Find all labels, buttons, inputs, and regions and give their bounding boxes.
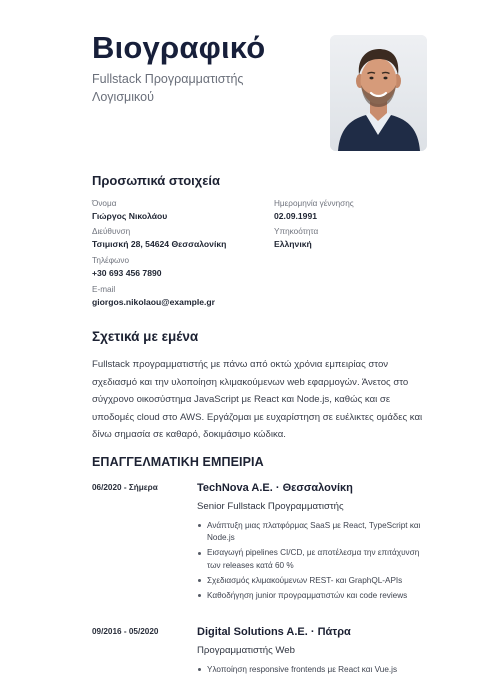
email-label: E-mail	[92, 285, 116, 294]
profile-photo	[330, 35, 427, 151]
address-label: Διεύθυνση	[92, 227, 131, 236]
email-value: giorgos.nikolaou@example.gr	[92, 297, 215, 307]
job-company: Digital Solutions A.E. · Πάτρα	[197, 626, 351, 638]
job-company: TechNova A.E. · Θεσσαλονίκη	[197, 482, 353, 494]
job-role: Προγραμματιστής Web	[197, 645, 295, 656]
birthdate-label: Ημερομηνία γέννησης	[274, 199, 354, 208]
experience-heading: ΕΠΑΓΓΕΛΜΑΤΙΚΗ ΕΜΠΕΙΡΙΑ	[92, 455, 264, 469]
page-title: Βιογραφικό	[92, 30, 266, 65]
phone-label: Τηλέφωνο	[92, 256, 130, 265]
list-item: Εισαγωγή pipelines CI/CD, με αποτέλεσμα την επιτάχυνση των releases κατά 60 %	[197, 547, 429, 572]
nationality-value: Ελληνική	[274, 239, 312, 249]
name-value: Γιώργος Νικολάου	[92, 211, 168, 221]
name-label: Όνομα	[92, 199, 117, 208]
personal-details-heading: Προσωπικά στοιχεία	[92, 173, 221, 188]
birthdate-value: 02.09.1991	[274, 211, 318, 221]
list-item: Σχεδιασμός κλιμακούμενων REST- και GraphQL-APIs	[197, 575, 429, 587]
job-dates: 09/2016 - 05/2020	[92, 627, 159, 636]
job-dates: 06/2020 - Σήμερα	[92, 483, 158, 492]
list-item: Υλοποίηση responsive frontends με React και Vue.js	[197, 664, 429, 676]
job-bullets	[197, 520, 429, 605]
address-value: Τσιμισκή 28, 54624 Θεσσαλονίκη	[92, 239, 227, 249]
portrait-illustration	[330, 35, 427, 151]
job-title-subtitle: Fullstack Προγραμματιστής Λογισμικού	[92, 72, 244, 104]
about-heading: Σχετικά με εμένα	[92, 329, 199, 344]
phone-value: +30 693 456 7890	[92, 268, 162, 278]
list-item: Ανάπτυξη μιας πλατφόρμας SaaS με React, TypeScript και Node.js	[197, 520, 429, 545]
list-item: Καθοδήγηση junior προγραμματιστών και code reviews	[197, 590, 429, 602]
job-bullets	[197, 664, 429, 679]
job-role: Senior Fullstack Προγραμματιστής	[197, 501, 344, 512]
about-text: Fullstack προγραμματιστής με πάνω από οκτώ χρόνια εμπειρίας στον σχεδιασμό και την υλοποίηση κλιμακούμενων web εφαρμογών. Άνετος στο σύγχρονο οικοσύστημα JavaScript με React και Node.js, καθώς και σε υποδομές cloud στο AWS. Εργάζομαι με ευχαρίστηση σε ευέλικτες ομάδες και δίνω σημασία σε καθαρό, δοκιμάσιμο κώδικα.	[92, 359, 423, 441]
nationality-label: Υπηκοότητα	[274, 227, 319, 236]
